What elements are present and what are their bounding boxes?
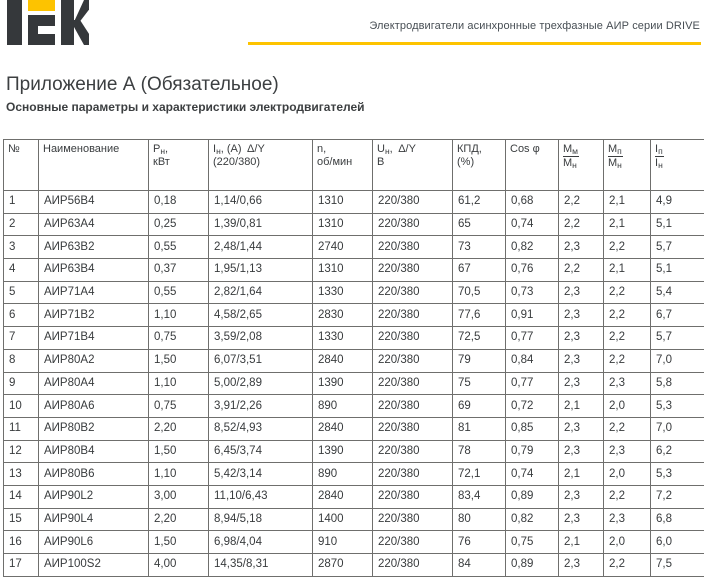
table-cell: 2,2 [604, 236, 651, 259]
table-cell: АИР56В4 [39, 191, 149, 214]
table-cell: 1,39/0,81 [209, 213, 313, 236]
table-cell: 80 [453, 508, 506, 531]
logo-letter-k-lower [74, 20, 89, 45]
table-cell: 0,85 [506, 417, 559, 440]
table-cell: 2,2 [559, 213, 604, 236]
table-cell: 81 [453, 417, 506, 440]
logo-letter-e-stem [28, 26, 38, 34]
table-cell: 2,2 [604, 349, 651, 372]
table-cell: АИР100S2 [39, 554, 149, 577]
table-cell: 2,3 [559, 554, 604, 577]
table-cell: 220/380 [373, 304, 453, 327]
table-cell: 220/380 [373, 554, 453, 577]
table-cell: 6,0 [651, 531, 704, 554]
table-cell: 2,3 [559, 508, 604, 531]
table-cell: 5,7 [651, 327, 704, 350]
table-cell: 1310 [313, 191, 373, 214]
table-cell: 2,2 [559, 259, 604, 282]
table-row [4, 304, 704, 327]
table-cell: 3 [4, 236, 39, 259]
masthead-divider [248, 42, 701, 45]
table-cell: 7,0 [651, 349, 704, 372]
table-cell: 2,3 [559, 236, 604, 259]
table-cell: 75 [453, 372, 506, 395]
table-cell: 1330 [313, 327, 373, 350]
table-cell: 0,74 [506, 463, 559, 486]
table-cell: 8,94/5,18 [209, 508, 313, 531]
table-cell: 6 [4, 304, 39, 327]
table-cell: 2840 [313, 417, 373, 440]
table-cell: 83,4 [453, 485, 506, 508]
table-cell: 0,76 [506, 259, 559, 282]
table-cell: 5,00/2,89 [209, 372, 313, 395]
table-cell: 220/380 [373, 395, 453, 418]
table-cell: 8,52/4,93 [209, 417, 313, 440]
table-cell: 11,10/6,43 [209, 485, 313, 508]
table-cell: 6,2 [651, 440, 704, 463]
table-row [4, 372, 704, 395]
table-cell: 2,3 [559, 485, 604, 508]
table-cell: 1,95/1,13 [209, 259, 313, 282]
table-cell: 11 [4, 417, 39, 440]
table-cell: 1390 [313, 372, 373, 395]
table-cell: 4,9 [651, 191, 704, 214]
table-cell: 1,50 [149, 349, 209, 372]
table-row [4, 281, 704, 304]
table-row [4, 349, 704, 372]
table-cell: 73 [453, 236, 506, 259]
table-cell: 2870 [313, 554, 373, 577]
table-cell: 2,0 [604, 463, 651, 486]
table-cell: 5,4 [651, 281, 704, 304]
table-row [4, 485, 704, 508]
table-cell: 2,3 [559, 440, 604, 463]
table-cell: АИР71А4 [39, 281, 149, 304]
table-cell: 220/380 [373, 327, 453, 350]
col-header-voltage: $U_н$, Δ/Y В [373, 140, 453, 191]
table-cell: 77,6 [453, 304, 506, 327]
table-cell: 2,2 [604, 327, 651, 350]
page-title: Приложение А (Обязательное) [6, 74, 279, 96]
table-cell: 72,5 [453, 327, 506, 350]
table-cell: 0,55 [149, 236, 209, 259]
table-cell: 2,1 [559, 463, 604, 486]
table-row [4, 191, 704, 214]
table-cell: 2,3 [604, 372, 651, 395]
table-cell: 2,20 [149, 508, 209, 531]
table-cell: 890 [313, 463, 373, 486]
table-cell: 2,3 [559, 327, 604, 350]
table-cell: 0,79 [506, 440, 559, 463]
table-cell: 910 [313, 531, 373, 554]
table-cell: 2,3 [559, 349, 604, 372]
table-cell: 1,10 [149, 372, 209, 395]
table-cell: 4,00 [149, 554, 209, 577]
table-cell: 220/380 [373, 531, 453, 554]
fraction-mm-mn: $\frac{М_м}{М_н}$ [563, 144, 579, 169]
table-cell: 220/380 [373, 213, 453, 236]
table-cell: 220/380 [373, 485, 453, 508]
col-header-ip-ratio [651, 140, 704, 191]
table-cell: 0,77 [506, 327, 559, 350]
fraction-mp-mn: $\frac{М_п}{М_н}$ [608, 144, 623, 169]
table-cell: 0,89 [506, 485, 559, 508]
masthead-product-line: Электродвигатели асинхронные трехфазные АИР серии DRIVE [369, 20, 700, 32]
table-cell: 2,1 [604, 191, 651, 214]
table-cell: АИР90L4 [39, 508, 149, 531]
table-cell: 4,58/2,65 [209, 304, 313, 327]
table-cell: 12 [4, 440, 39, 463]
fraction-ip-in: $\frac{I_п}{I_н}$ [655, 144, 664, 169]
table-cell: АИР63В4 [39, 259, 149, 282]
table-row [4, 236, 704, 259]
table-cell: 1390 [313, 440, 373, 463]
table-cell: 0,91 [506, 304, 559, 327]
col-header-mp-ratio [604, 140, 651, 191]
table-row [4, 417, 704, 440]
table-body [4, 191, 704, 577]
table-cell: 2,20 [149, 417, 209, 440]
table-cell: 6,98/4,04 [209, 531, 313, 554]
table-cell: 220/380 [373, 463, 453, 486]
table-cell: 8 [4, 349, 39, 372]
table-cell: 0,84 [506, 349, 559, 372]
table-cell: 65 [453, 213, 506, 236]
table-cell: 220/380 [373, 236, 453, 259]
table-cell: 0,72 [506, 395, 559, 418]
table-cell: 220/380 [373, 281, 453, 304]
table-row [4, 531, 704, 554]
table-cell: 5,42/3,14 [209, 463, 313, 486]
table-cell: 2,2 [604, 554, 651, 577]
table-cell: 0,25 [149, 213, 209, 236]
table-cell: АИР80А6 [39, 395, 149, 418]
table-cell: 0,75 [149, 327, 209, 350]
table-cell: 0,37 [149, 259, 209, 282]
table-cell: 2,48/1,44 [209, 236, 313, 259]
table-cell: АИР63В2 [39, 236, 149, 259]
table-row [4, 213, 704, 236]
table-cell: 5,1 [651, 259, 704, 282]
table-cell: АИР80А2 [39, 349, 149, 372]
table-cell: 2,2 [604, 304, 651, 327]
table-cell: 0,55 [149, 281, 209, 304]
table-cell: 7,0 [651, 417, 704, 440]
table-cell: 3,00 [149, 485, 209, 508]
table-cell: 5,1 [651, 213, 704, 236]
table-cell: 220/380 [373, 191, 453, 214]
table-cell: 13 [4, 463, 39, 486]
table-row [4, 440, 704, 463]
col-header-mm-ratio [559, 140, 604, 191]
table-cell: 0,68 [506, 191, 559, 214]
table-cell: 2,1 [559, 531, 604, 554]
table-cell: АИР63А4 [39, 213, 149, 236]
table-cell: 2830 [313, 304, 373, 327]
table-cell: 15 [4, 508, 39, 531]
table-cell: 890 [313, 395, 373, 418]
table-cell: 0,77 [506, 372, 559, 395]
table-cell: 78 [453, 440, 506, 463]
table-cell: 72,1 [453, 463, 506, 486]
motor-parameters-table [3, 139, 704, 577]
table-cell: 2740 [313, 236, 373, 259]
table-cell: 14 [4, 485, 39, 508]
table-cell: 220/380 [373, 440, 453, 463]
logo-letter-e-arm1 [28, 15, 55, 26]
col-header-cos-phi: Cos φ [506, 140, 559, 191]
table-cell: 0,75 [506, 531, 559, 554]
col-header-name: Наименование [39, 140, 149, 191]
col-header-current: $I_н$, (А) Δ/Y (220/380) [209, 140, 313, 191]
table-cell: 6,07/3,51 [209, 349, 313, 372]
logo-letter-k-stem [61, 0, 74, 45]
table-header [4, 140, 704, 191]
table-cell: АИР90L6 [39, 531, 149, 554]
table-row [4, 463, 704, 486]
table-cell: 220/380 [373, 259, 453, 282]
table-cell: 0,73 [506, 281, 559, 304]
table-cell: 1400 [313, 508, 373, 531]
table-cell: 0,82 [506, 236, 559, 259]
table-cell: 6,7 [651, 304, 704, 327]
table-cell: 0,74 [506, 213, 559, 236]
table-cell: АИР80В2 [39, 417, 149, 440]
table-cell: 2,3 [604, 440, 651, 463]
table-cell: 14,35/8,31 [209, 554, 313, 577]
table-cell: 2,0 [604, 531, 651, 554]
table-cell: 1,50 [149, 440, 209, 463]
table-cell: 2,3 [559, 372, 604, 395]
table-cell: 2,1 [604, 259, 651, 282]
table-cell: 6,8 [651, 508, 704, 531]
table-cell: 2 [4, 213, 39, 236]
table-cell: 7,5 [651, 554, 704, 577]
table-cell: 67 [453, 259, 506, 282]
table-cell: 1,10 [149, 463, 209, 486]
table-cell: 2840 [313, 349, 373, 372]
table-cell: 1 [4, 191, 39, 214]
col-header-number: № [4, 140, 39, 191]
table-cell: 1310 [313, 259, 373, 282]
table-cell: 2,3 [559, 417, 604, 440]
table-cell: 2,82/1,64 [209, 281, 313, 304]
table-cell: 5,3 [651, 395, 704, 418]
table-cell: 1,14/0,66 [209, 191, 313, 214]
table-cell: 17 [4, 554, 39, 577]
table-cell: 76 [453, 531, 506, 554]
table-cell: 9 [4, 372, 39, 395]
table-row [4, 395, 704, 418]
table-cell: 220/380 [373, 372, 453, 395]
table-cell: 5,8 [651, 372, 704, 395]
table-cell: 0,82 [506, 508, 559, 531]
logo-yellow-bar [28, 0, 55, 11]
table-cell: 7 [4, 327, 39, 350]
logo-letter-e-arm2 [28, 34, 55, 45]
table-cell: 2,2 [604, 485, 651, 508]
table-cell: 10 [4, 395, 39, 418]
table-cell: 2,2 [559, 191, 604, 214]
table-cell: 1310 [313, 213, 373, 236]
table-cell: АИР90L2 [39, 485, 149, 508]
table-cell: АИР71В4 [39, 327, 149, 350]
table-cell: 5,7 [651, 236, 704, 259]
table-cell: 0,18 [149, 191, 209, 214]
col-header-efficiency: КПД, (%) [453, 140, 506, 191]
table-cell: 3,59/2,08 [209, 327, 313, 350]
table-cell: 2840 [313, 485, 373, 508]
table-cell: 0,89 [506, 554, 559, 577]
table-cell: 79 [453, 349, 506, 372]
table-cell: АИР80В6 [39, 463, 149, 486]
table-cell: 1,50 [149, 531, 209, 554]
table-cell: 220/380 [373, 417, 453, 440]
table-cell: 1330 [313, 281, 373, 304]
logo-letter-i [7, 0, 22, 45]
table-row [4, 508, 704, 531]
table-cell: 70,5 [453, 281, 506, 304]
table-cell: 5 [4, 281, 39, 304]
table-cell: 61,2 [453, 191, 506, 214]
table-cell: 7,2 [651, 485, 704, 508]
table-cell: 2,2 [604, 281, 651, 304]
table-header-row [4, 140, 704, 191]
table-cell: 16 [4, 531, 39, 554]
table-cell: 6,45/3,74 [209, 440, 313, 463]
table-cell: 69 [453, 395, 506, 418]
table-cell: 2,0 [604, 395, 651, 418]
table-row [4, 259, 704, 282]
table-cell: 5,3 [651, 463, 704, 486]
table-cell: АИР80А4 [39, 372, 149, 395]
table-cell: 4 [4, 259, 39, 282]
table-cell: 3,91/2,26 [209, 395, 313, 418]
page-subtitle: Основные параметры и характеристики электродвигателей [6, 100, 365, 114]
table-row [4, 327, 704, 350]
table-cell: 220/380 [373, 508, 453, 531]
col-header-power: $Р_н$, кВт [149, 140, 209, 191]
table-cell: АИР71В2 [39, 304, 149, 327]
table-cell: 2,3 [604, 508, 651, 531]
table-cell: 220/380 [373, 349, 453, 372]
table-cell: 2,1 [604, 213, 651, 236]
table-cell: 2,2 [604, 417, 651, 440]
table-cell: 84 [453, 554, 506, 577]
table-cell: 2,1 [559, 395, 604, 418]
table-cell: 2,3 [559, 304, 604, 327]
table-cell: 2,3 [559, 281, 604, 304]
col-header-speed: n, об/мин [313, 140, 373, 191]
table-cell: АИР80В4 [39, 440, 149, 463]
table-cell: 1,10 [149, 304, 209, 327]
table-cell: 0,75 [149, 395, 209, 418]
iek-logo [7, 0, 89, 45]
